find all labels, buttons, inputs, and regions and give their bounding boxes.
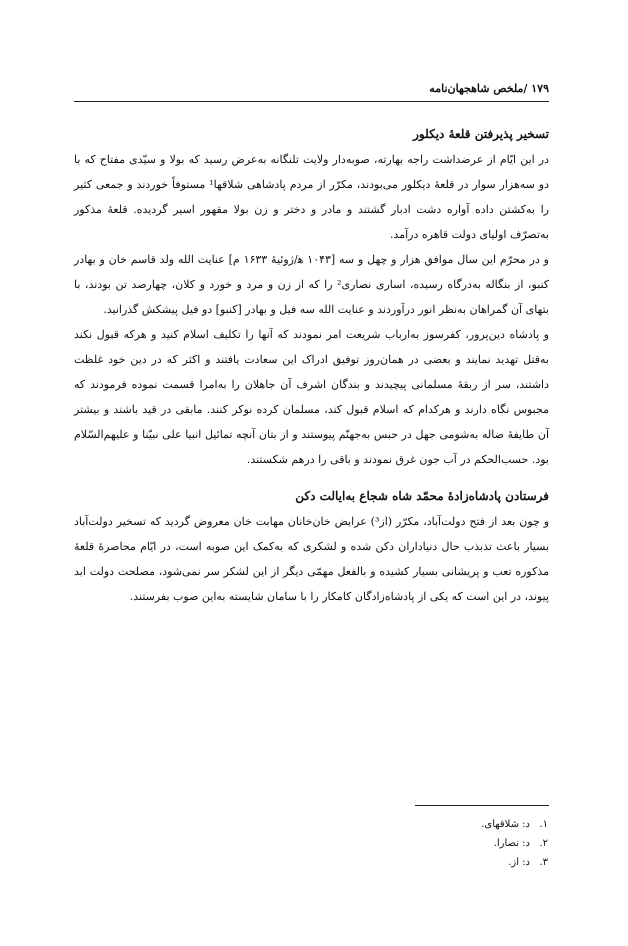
section-title-1: تسخیر پذیرفتن قلعهٔ دیکلور	[413, 127, 549, 141]
footnote-1	[380, 815, 548, 834]
footnote-number: ۲.	[539, 838, 548, 849]
footnote-rule	[415, 805, 549, 806]
footnote-number: ۱.	[539, 819, 548, 830]
footnote-number: ۳.	[539, 857, 548, 868]
running-head: ۱۷۹ /ملخص شاهجهان‌نامه	[429, 82, 549, 95]
paragraph-3: و پادشاه دین‌پرور، کفرسوز به‌ارباب شریعت امر نمودند که آنها را تکلیف اسلام کنید و هرکه قبول نکند به‌قتل تهدید نمایند و بعضی در همان‌روز توفیق ادراک این سعادت یافتند و اکثر که در دین خود غلظت داشتند، سر از ربقهٔ مسلمانی پیچیدند و بندگان اشرف آن جاهلان را به‌امرا قسمت نموده فرمودند که مجبوس نگاه دارند و هرکدام که اسلام قبول کند، مسلمان کرده نوکر کنند. مابقی در قید باشند و بیشتر آن طایفهٔ ضاله به‌شومی جهل در حبس به‌جهنّم پیوستند و از بتان آنچه تمائیل انبیا علی نبیّنا و علیهم‌السّلام بود. حسب‌الحکم در آب جون غرق نمودند و باقی را درهم شکستند.	[74, 328, 549, 466]
paragraph-2: و در محرّم این سال موافق هزار و چهل و سه [۱۰۴۳ ه‍/ژوئیهٔ ۱۶۳۳ م] عنایت الله ولد قاسم خان و بهادر کنبو، از بنگاله به‌درگاه رسیده، اساری نصاری² را که از زن و مرد و خورد و کلان، چهارصد تن بودند، با بتهای آن گمراهان به‌نظر انور درآوردند و عنایت الله سه فیل و بهادر [کنبو] دو فیل پیشکش گذرانید.	[74, 253, 550, 316]
footnote-3	[380, 853, 548, 872]
paragraph-1: در این ایّام از عرضداشت راجه بهارته، صوبه‌دار ولایت تلنگانه به‌عرض رسید که بولا و سیّدی مفتاح که با دو سه‌هزار سوار در قلعهٔ دیکلور می‌بودند، مکرّر از مردم پادشاهی شلاقها¹ مستوفاً خوردند و جمعی کثیر را به‌کشتن داده آواره دشت ادبار گشتند و مادر و دختر و زن بولا مقهور اسیر گردیده. قلعهٔ مذکور به‌تصرّف اولیای دولت قاهره درآمد.	[74, 153, 549, 241]
footnote-text: د: نصارا.	[493, 838, 530, 849]
main-text	[74, 122, 549, 609]
footnote-2	[380, 834, 548, 853]
header-rule	[74, 101, 549, 102]
paragraph-4: و چون بعد از فتح دولت‌آباد، مکرّر (از³) عرایض خان‌خانان مهابت خان معروض گردید که تسخیر دولت‌آباد بسیار باعث تذبذب حال دنیاداران دکن شده و لشکری که به‌کمک این صوبه است، در ایّام محاصرهٔ قلعهٔ مذکوره تعب و پریشانی بسیار کشیده و بالفعل مهمّی دیگر از این لشکر سر نمی‌شود، مصلحت دولت ابد پیوند، در این است که یکی از پادشاه‌زادگان کامکار را با سامان شایسته به‌این صوب بفرستند.	[74, 515, 550, 603]
section-title-2: فرستادن پادشاه‌زادهٔ محمّد شاه شجاع به‌ایالت دکن	[295, 489, 549, 503]
footnotes	[380, 815, 548, 872]
footnote-text: د: شلاقهای.	[481, 819, 530, 830]
footnote-text: د: از.	[508, 857, 530, 868]
